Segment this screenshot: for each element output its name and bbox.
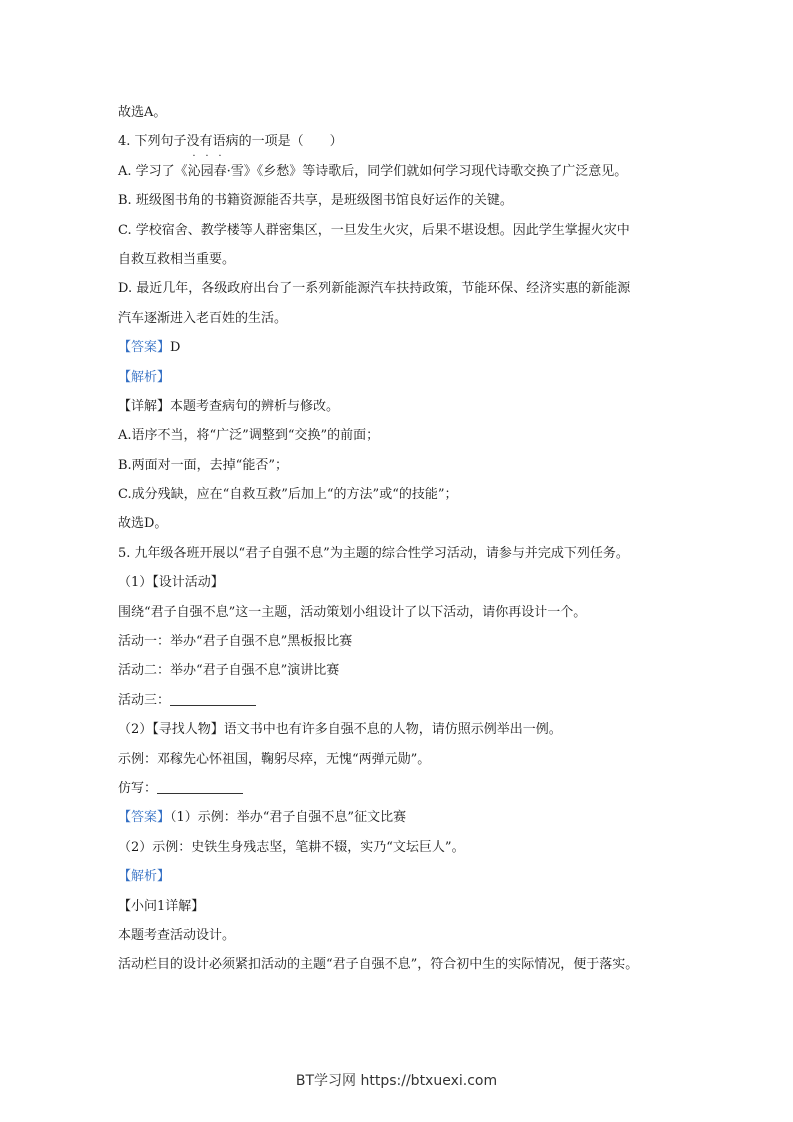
question-5-stem: 5. 九年级各班开展以“君子自强不息”为主题的综合性学习活动，请参与并完成下列任务。	[118, 545, 629, 561]
analysis-label: 【解析】	[118, 369, 171, 385]
imitation-line: 仿写：	[118, 779, 678, 798]
option-b: B. 班级图书角的书籍资源能否共享，是班级图书馆良好运作的关键。	[118, 193, 513, 209]
option-d: D. 最近几年，各级政府出台了一系列新能源汽车扶持政策，节能环保、经济实惠的新能源	[118, 281, 631, 297]
analysis-label: 【解析】	[118, 869, 171, 885]
option-c-cont: 自救互救相当重要。	[118, 251, 236, 267]
answer-line: 【答案】D	[118, 340, 181, 356]
analysis-line	[118, 867, 678, 886]
option-a: A. 学习了《沁园春·雪》《乡愁》等诗歌后，同学们就如何学习现代诗歌交换了广泛意见。	[118, 163, 628, 179]
answer-blank	[157, 780, 243, 794]
text-line: 围绕“君子自强不息”这一主题，活动策划小组设计了以下活动，请你再设计一个。	[118, 604, 587, 620]
page-footer: BT学习网 https://btxuexi.com	[295, 1073, 498, 1089]
document-body	[118, 103, 678, 974]
text-line: 【详解】本题考查病句的辨析与修改。	[118, 398, 340, 414]
text-line: A.语序不当，将“广泛”调整到“交换”的前面；	[118, 428, 380, 444]
text-line: B.两面对一面，去掉“能否”；	[118, 457, 288, 473]
answer-label: 【答案】	[118, 340, 171, 356]
analysis-line	[118, 368, 678, 387]
text-line: 本题考查活动设计。	[118, 927, 236, 943]
text-line: 示例：邓稼先心怀祖国，鞠躬尽瘁，无愧“两弹元勋”。	[118, 751, 431, 767]
text-line: 活动一：举办“君子自强不息”黑板报比赛	[118, 634, 353, 650]
text-line: 故选D。	[118, 516, 168, 532]
text-line: 活动栏目的设计必须紧扣活动的主题“君子自强不息”，符合初中生的实际情况，便于落实。	[118, 957, 639, 973]
activity-3-line: 活动三：	[118, 691, 678, 710]
answer-line: 【答案】（1）示例：举办“君子自强不息”征文比赛	[118, 810, 407, 826]
option-d-cont: 汽车逐渐进入老百姓的生活。	[118, 310, 288, 326]
emphasis-char: 没	[186, 134, 200, 150]
emphasis-char: 语	[212, 134, 226, 150]
text-line: （2）【寻找人物】语文书中也有许多自强不息的人物，请仿照示例举出一例。	[118, 722, 562, 738]
text-line: 活动二：举办“君子自强不息”演讲比赛	[118, 663, 340, 679]
answer-label: 【答案】	[118, 810, 171, 826]
question-4-stem: 4. 下列句子没有语病的一项是（ ）	[118, 134, 343, 150]
text-line: （2）示例：史铁生身残志坚，笔耕不辍，实乃“文坛巨人”。	[118, 839, 465, 855]
text-line: C.成分残缺，应在“自救互救”后加上“的方法”或“的技能”；	[118, 487, 458, 503]
answer-blank	[170, 692, 256, 706]
text-line: （1）【设计活动】	[118, 575, 224, 591]
option-c: C. 学校宿舍、教学楼等人群密集区，一旦发生火灾，后果不堪设想。因此学生掌握火灾中	[118, 222, 630, 238]
text-line: 故选A。	[118, 105, 167, 120]
text-line: 【小问1详解】	[118, 898, 205, 914]
emphasis-char: 有	[199, 134, 213, 150]
